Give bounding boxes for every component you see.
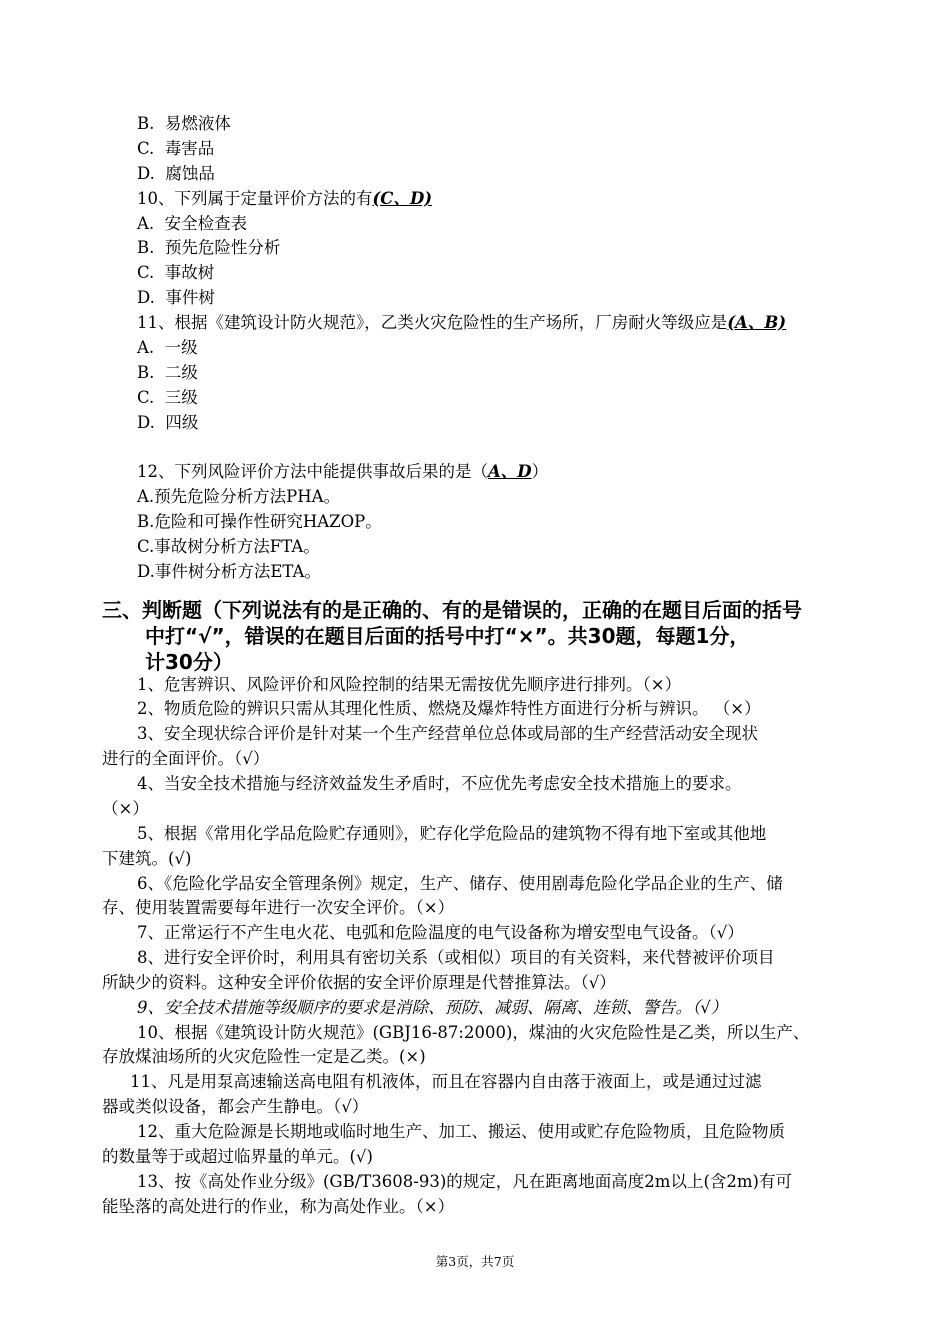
judgment-item: 6、《危险化学品安全管理条例》规定，生产、储存、使用剧毒危险化学品企业的生产、储	[137, 874, 783, 893]
option-text: C. 事故树	[137, 263, 215, 282]
judgment-item-cont: 的数量等于或超过临界量的单元。(√)	[102, 1147, 373, 1166]
option-text: C. 毒害品	[137, 139, 215, 158]
answer-text: (A、B)	[727, 313, 787, 332]
page-footer: 第3页，共7页	[435, 1254, 515, 1269]
judgment-item-cont: 器或类似设备，都会产生静电。（√）	[102, 1097, 369, 1116]
judgment-item-cont: （×）	[102, 799, 149, 818]
question-12	[137, 460, 548, 484]
question-10	[137, 187, 432, 211]
question-11	[137, 311, 786, 335]
option-text: A. 一级	[137, 338, 198, 357]
option-text: B. 易燃液体	[137, 114, 231, 133]
judgment-item-cont: 下建筑。(√)	[102, 849, 192, 868]
option-text: B. 预先危险性分析	[137, 238, 281, 257]
answer-text: A、D	[488, 462, 532, 481]
judgment-item: 13、按《高处作业分级》(GB/T3608-93)的规定，凡在距离地面高度2m以上(含2m)有可	[137, 1172, 792, 1191]
judgment-item: 2、物质危险的辨识只需从其理化性质、燃烧及爆炸特性方面进行分析与辨识。 （×）	[137, 699, 761, 718]
judgment-item: 7、正常运行不产生电火花、电弧和危险温度的电气设备称为增安型电气设备。（√）	[137, 923, 744, 942]
judgment-item: 9、安全技术措施等级顺序的要求是消除、预防、减弱、隔离、连锁、警告。（√）	[137, 998, 728, 1017]
judgment-item-cont: 存放煤油场所的火灾危险性一定是乙类。(×)	[102, 1047, 426, 1066]
judgment-item-cont: 能坠落的高处进行的作业，称为高处作业。（×）	[102, 1197, 455, 1216]
judgment-item: 10、根据《建筑设计防火规范》(GBJ16-87:2000)，煤油的火灾危险性是乙类，所以生产、	[137, 1023, 810, 1042]
section-heading: 中打“√”，错误的在题目后面的括号中打“×”。共30题，每题1分，	[145, 624, 750, 648]
option-text: D. 腐蚀品	[137, 164, 215, 183]
question-stem: 12、下列风险评价方法中能提供事故后果的是（	[137, 462, 488, 481]
judgment-item: 5、根据《常用化学品危险贮存通则》，贮存化学危险品的建筑物不得有地下室或其他地	[137, 824, 767, 843]
option-text: A. 安全检查表	[137, 214, 248, 233]
option-text: D. 四级	[137, 413, 199, 432]
judgment-item: 11、凡是用泵高速输送高电阻有机液体，而且在容器内自由落于液面上，或是通过过滤	[130, 1072, 762, 1091]
option-text: C.事故树分析方法FTA。	[137, 537, 320, 556]
judgment-item: 4、当安全技术措施与经济效益发生矛盾时，不应优先考虑安全技术措施上的要求。	[137, 774, 742, 793]
answer-text: (C、D)	[372, 189, 433, 208]
question-stem: 10、下列属于定量评价方法的有	[137, 189, 373, 208]
option-text: D. 事件树	[137, 288, 215, 307]
judgment-item-cont: 进行的全面评价。（√）	[102, 749, 270, 768]
option-text: B.危险和可操作性研究HAZOP。	[137, 512, 382, 531]
judgment-item: 12、重大危险源是长期地或临时地生产、加工、搬运、使用或贮存危险物质，且危险物质	[137, 1122, 785, 1141]
judgment-item-cont: 存、使用装置需要每年进行一次安全评价。（×）	[102, 898, 455, 917]
section-heading: 计30分）	[145, 650, 233, 674]
judgment-item-cont: 所缺少的资料。这种安全评价依据的安全评价原理是代替推算法。（√）	[102, 973, 616, 992]
option-text: B. 二级	[137, 363, 198, 382]
option-text: A.预先危险分析方法PHA。	[137, 487, 341, 506]
question-stem-end: ）	[531, 462, 549, 481]
judgment-item: 3、安全现状综合评价是针对某一个生产经营单位总体或局部的生产经营活动安全现状	[137, 724, 758, 743]
judgment-item: 8、进行安全评价时，利用具有密切关系（或相似）项目的有关资料，来代替被评价项目	[137, 948, 775, 967]
option-text: C. 三级	[137, 388, 198, 407]
option-text: D.事件树分析方法ETA。	[137, 562, 321, 581]
judgment-item: 1、危害辨识、风险评价和风险控制的结果无需按优先顺序进行排列。（×）	[137, 675, 682, 694]
section-heading: 三、判断题（下列说法有的是正确的、有的是错误的，正确的在题目后面的括号	[102, 598, 802, 622]
question-stem: 11、根据《建筑设计防火规范》，乙类火灾危险性的生产场所，厂房耐火等级应是	[137, 313, 728, 332]
